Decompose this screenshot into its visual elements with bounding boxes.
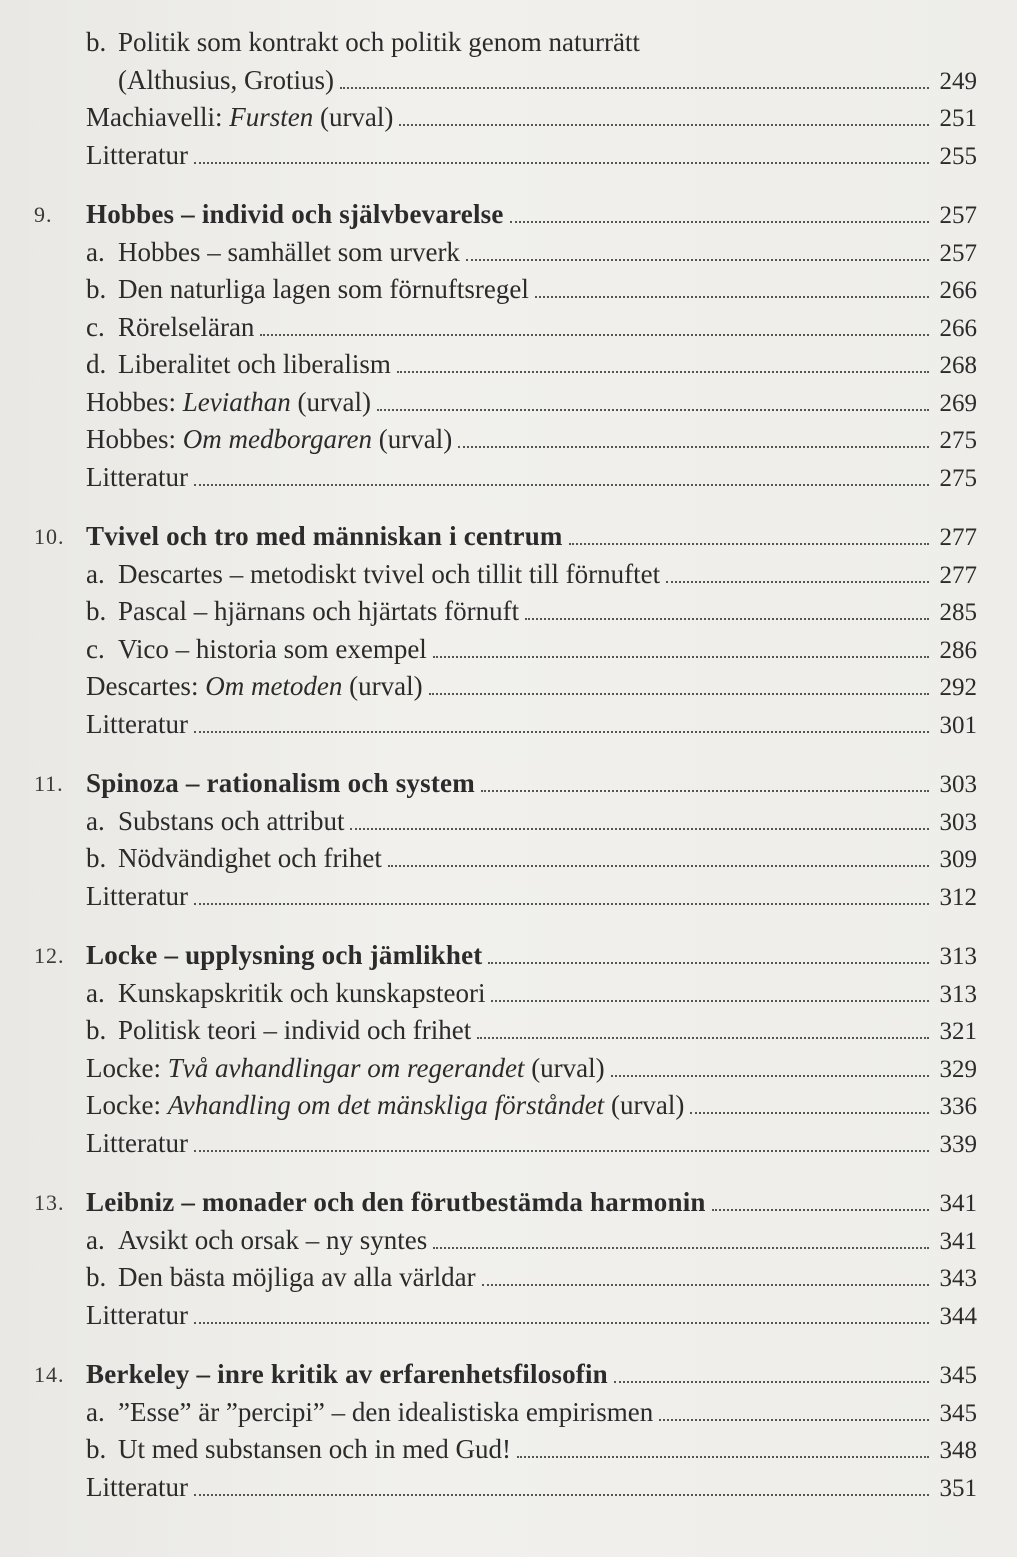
page-number: 309 xyxy=(939,846,977,873)
entry-text: Litteratur xyxy=(86,1471,188,1502)
toc-entry-row xyxy=(0,1297,1017,1335)
dot-leader xyxy=(194,1493,929,1496)
entry-text: Avsikt och orsak – ny syntes xyxy=(118,1224,428,1255)
toc-chapter-row xyxy=(0,1184,1017,1222)
toc-line xyxy=(86,24,977,62)
dot-leader xyxy=(433,1246,929,1249)
page-number: 286 xyxy=(939,636,977,664)
entry-text: Rörelseläran xyxy=(118,311,255,342)
entry-text: Litteratur xyxy=(86,139,188,170)
toc-line xyxy=(86,1222,977,1261)
toc-entry-row xyxy=(0,1087,1017,1125)
entry-title xyxy=(86,765,475,803)
page-number: 345 xyxy=(939,1399,977,1427)
entry-title xyxy=(86,271,529,309)
page-number: 341 xyxy=(939,1190,977,1217)
section-letter: d. xyxy=(86,349,107,379)
entry-title xyxy=(86,803,344,841)
dot-leader xyxy=(194,161,929,164)
entry-text: Litteratur xyxy=(86,1127,188,1158)
toc-line xyxy=(86,878,977,917)
page-number: 351 xyxy=(939,1474,977,1502)
page-number: 277 xyxy=(939,524,977,551)
entry-text: Substans och attribut xyxy=(118,805,345,836)
entry-text: Descartes: xyxy=(86,671,206,701)
entry-text: Politik som kontrakt och politik genom naturrätt xyxy=(118,27,640,57)
dot-leader xyxy=(510,220,929,223)
toc-section-row xyxy=(0,309,1017,347)
toc-section-row xyxy=(0,24,1017,62)
entry-title xyxy=(86,937,482,975)
dot-leader xyxy=(350,827,929,830)
entry-text: Ut med substansen och in med Gud! xyxy=(118,1434,511,1464)
entry-work-title: Fursten xyxy=(229,102,314,132)
page-number: 303 xyxy=(939,808,977,836)
chapter-number: 14. xyxy=(34,1362,65,1387)
page-number: 292 xyxy=(939,674,977,701)
toc-entry-row xyxy=(0,878,1017,916)
dot-leader xyxy=(712,1208,929,1211)
page-number: 303 xyxy=(939,771,977,798)
toc-entry-row xyxy=(0,421,1017,459)
page-number: 345 xyxy=(939,1362,977,1389)
toc-section-row xyxy=(0,803,1017,841)
entry-title xyxy=(86,518,563,556)
toc-line xyxy=(86,1125,977,1164)
toc-line xyxy=(86,1356,977,1395)
section-letter: b. xyxy=(86,843,107,873)
entry-text: (Althusius, Grotius) xyxy=(118,64,334,95)
dot-leader xyxy=(690,1111,929,1114)
entry-title xyxy=(86,421,452,459)
chapter-number: 13. xyxy=(34,1190,65,1215)
entry-work-title: Om medborgaren xyxy=(182,424,372,454)
toc-section-row xyxy=(0,234,1017,272)
entry-suffix: (urval) xyxy=(524,1052,605,1083)
page-number: 348 xyxy=(939,1437,977,1464)
dot-leader xyxy=(458,445,929,448)
entry-text: Hobbes: xyxy=(86,424,183,454)
entry-title xyxy=(86,1431,511,1469)
entry-suffix: (urval) xyxy=(371,424,453,454)
entry-title xyxy=(86,459,188,497)
toc-line xyxy=(86,556,977,595)
toc-section-row xyxy=(0,631,1017,669)
dot-leader xyxy=(611,1074,929,1077)
entry-title xyxy=(86,1125,188,1163)
entry-suffix: (urval) xyxy=(290,386,371,417)
dot-leader xyxy=(399,123,929,126)
page-number: 275 xyxy=(939,464,977,492)
entry-title xyxy=(86,196,504,234)
dot-leader xyxy=(194,1149,929,1152)
toc-entry-row xyxy=(0,1469,1017,1507)
entry-title xyxy=(86,631,427,669)
page-number: 321 xyxy=(939,1018,977,1045)
dot-leader xyxy=(569,542,929,545)
page-number: 251 xyxy=(939,105,977,132)
entry-title xyxy=(86,593,519,631)
toc-line xyxy=(86,631,977,670)
toc-line xyxy=(86,62,977,101)
toc-line xyxy=(86,384,977,423)
toc-chapter-row xyxy=(0,1356,1017,1394)
toc-chapter-row xyxy=(0,937,1017,975)
toc-chapter-row xyxy=(0,765,1017,803)
toc-entry-row xyxy=(0,1125,1017,1163)
entry-text: Hobbes – individ och självbevarelse xyxy=(86,199,504,229)
toc-line xyxy=(86,975,977,1014)
toc-entry-row xyxy=(0,1050,1017,1088)
dot-leader xyxy=(397,370,929,373)
toc-section-row xyxy=(0,1431,1017,1469)
entry-text: ”Esse” är ”percipi” – den idealistiska empirismen xyxy=(118,1396,654,1427)
page-number: 257 xyxy=(939,239,977,267)
toc-section-row xyxy=(0,271,1017,309)
toc-line xyxy=(86,1469,977,1508)
entry-title xyxy=(86,346,391,384)
section-letter: b. xyxy=(86,274,107,304)
page-number: 341 xyxy=(939,1227,977,1255)
toc-entry-row xyxy=(0,459,1017,497)
entry-title xyxy=(86,1184,706,1222)
entry-title xyxy=(86,1394,653,1432)
dot-leader xyxy=(340,86,929,89)
dot-leader xyxy=(194,730,929,733)
toc-line xyxy=(86,309,977,348)
entry-title xyxy=(86,137,188,175)
toc-line xyxy=(86,459,977,498)
toc-line xyxy=(86,1087,977,1126)
section-letter: b. xyxy=(86,1434,107,1464)
dot-leader xyxy=(194,902,929,905)
dot-leader xyxy=(433,655,929,658)
dot-leader xyxy=(429,692,929,695)
entry-text: Machiavelli: xyxy=(86,102,230,132)
toc-line xyxy=(86,840,977,879)
entry-title xyxy=(86,668,423,706)
entry-text: Pascal – hjärnans och hjärtats förnuft xyxy=(118,596,520,626)
dot-leader xyxy=(194,483,929,486)
chapter-number: 12. xyxy=(34,943,65,968)
section-letter: a. xyxy=(86,236,105,267)
toc-line xyxy=(86,765,977,804)
entry-text: Locke: xyxy=(86,1090,168,1120)
toc-line xyxy=(86,137,977,176)
entry-text: Locke – upplysning och jämlikhet xyxy=(86,940,483,970)
toc-line xyxy=(86,1184,977,1223)
page-number: 339 xyxy=(939,1130,977,1158)
entry-text: Leibniz – monader och den förutbestämda harmonin xyxy=(86,1187,706,1217)
entry-suffix: (urval) xyxy=(604,1090,685,1120)
entry-work-title: Om metoden xyxy=(205,671,343,701)
entry-title xyxy=(86,840,382,878)
page-number: 301 xyxy=(939,711,977,739)
entry-title xyxy=(86,1222,427,1260)
toc-line xyxy=(86,593,977,632)
entry-title xyxy=(86,24,640,62)
page-number: 266 xyxy=(939,277,977,304)
dot-leader xyxy=(194,1321,929,1324)
section-letter: c. xyxy=(86,633,105,664)
entry-text: Descartes – metodiskt tvivel och tillit till förnuftet xyxy=(118,558,661,589)
dot-leader xyxy=(260,333,929,336)
toc-line xyxy=(86,1050,977,1089)
entry-title xyxy=(86,384,371,422)
entry-text: Liberalitet och liberalism xyxy=(118,349,391,379)
entry-text: Hobbes – samhället som urverk xyxy=(118,236,460,267)
dot-leader xyxy=(666,580,929,583)
entry-text: Spinoza – rationalism och system xyxy=(86,768,475,798)
toc-section-row xyxy=(0,1222,1017,1260)
toc-entry-row xyxy=(0,384,1017,422)
entry-text: Litteratur xyxy=(86,708,188,739)
section-letter: a. xyxy=(86,1224,105,1255)
section-letter: b. xyxy=(86,27,107,57)
entry-text: Locke: xyxy=(86,1052,168,1083)
section-letter: b. xyxy=(86,1015,107,1045)
toc-section-row xyxy=(0,556,1017,594)
entry-title xyxy=(86,99,393,137)
toc-chapter-row xyxy=(0,518,1017,556)
dot-leader xyxy=(481,789,929,792)
page-number: 255 xyxy=(939,142,977,170)
entry-suffix: (urval) xyxy=(313,102,394,132)
entry-title xyxy=(86,1469,188,1507)
dot-leader xyxy=(477,1036,929,1039)
entry-text: Nödvändighet och frihet xyxy=(118,843,382,873)
entry-text: Politisk teori – individ och frihet xyxy=(118,1015,472,1045)
dot-leader xyxy=(466,258,929,261)
toc-line xyxy=(86,1394,977,1433)
entry-text: Tvivel och tro med människan i centrum xyxy=(86,521,563,551)
toc-section-row xyxy=(0,593,1017,631)
toc-section-row xyxy=(0,1012,1017,1050)
page-number: 266 xyxy=(939,314,977,342)
chapter-number: 11. xyxy=(34,771,64,796)
entry-text: Litteratur xyxy=(86,461,188,492)
entry-text: Den naturliga lagen som förnuftsregel xyxy=(118,274,529,304)
toc-line xyxy=(86,421,977,460)
page-number: 344 xyxy=(939,1302,977,1330)
dot-leader xyxy=(517,1455,929,1458)
toc-line xyxy=(86,518,977,557)
toc-line xyxy=(86,1259,977,1298)
page-number: 336 xyxy=(939,1093,977,1120)
page-number: 268 xyxy=(939,352,977,379)
toc-line xyxy=(86,271,977,310)
toc-line xyxy=(86,1431,977,1470)
page-number: 285 xyxy=(939,599,977,626)
toc-chapter-row xyxy=(0,196,1017,234)
entry-title xyxy=(86,1356,608,1394)
section-letter: a. xyxy=(86,805,105,836)
section-letter: a. xyxy=(86,558,105,589)
dot-leader xyxy=(377,408,929,411)
toc-line xyxy=(86,346,977,385)
dot-leader xyxy=(535,295,929,298)
page-number: 269 xyxy=(939,389,977,417)
entry-work-title: Leviathan xyxy=(182,386,291,417)
toc-section-row xyxy=(0,1259,1017,1297)
page-number: 313 xyxy=(939,943,977,970)
chapter-number: 10. xyxy=(34,524,65,549)
toc-line xyxy=(86,1012,977,1051)
dot-leader xyxy=(614,1380,929,1383)
toc-section-row xyxy=(0,975,1017,1013)
section-letter: b. xyxy=(86,596,107,626)
entry-text: Den bästa möjliga av alla världar xyxy=(118,1262,476,1292)
toc-line xyxy=(86,196,977,235)
section-letter: a. xyxy=(86,1396,105,1427)
dot-leader xyxy=(488,961,929,964)
entry-title xyxy=(86,309,254,347)
toc-line xyxy=(86,668,977,707)
page-number: 313 xyxy=(939,980,977,1008)
section-letter: b. xyxy=(86,1262,107,1292)
page-number: 343 xyxy=(939,1265,977,1292)
page-number: 329 xyxy=(939,1055,977,1083)
table-of-contents xyxy=(0,24,1017,1506)
entry-work-title: Avhandling om det mänskliga förståndet xyxy=(167,1090,605,1120)
toc-section-row xyxy=(0,1394,1017,1432)
entry-title xyxy=(86,1050,605,1088)
dot-leader xyxy=(482,1283,929,1286)
toc-entry-row xyxy=(0,62,1017,100)
entry-title xyxy=(86,1012,471,1050)
section-letter: a. xyxy=(86,977,105,1008)
page-number: 277 xyxy=(939,561,977,589)
entry-text: Litteratur xyxy=(86,1299,188,1330)
entry-title xyxy=(86,556,660,594)
entry-text: Berkeley – inre kritik av erfarenhetsfilosofin xyxy=(86,1359,608,1389)
toc-section-row xyxy=(0,840,1017,878)
toc-entry-row xyxy=(0,706,1017,744)
entry-title xyxy=(86,62,334,100)
page-number: 249 xyxy=(939,67,977,95)
toc-entry-row xyxy=(0,668,1017,706)
dot-leader xyxy=(388,864,929,867)
entry-title xyxy=(86,975,485,1013)
entry-text: Kunskapskritik och kunskapsteori xyxy=(118,977,486,1008)
page-number: 275 xyxy=(939,427,977,454)
entry-text: Vico – historia som exempel xyxy=(118,633,427,664)
entry-title xyxy=(86,1297,188,1335)
entry-title xyxy=(86,234,460,272)
toc-line xyxy=(86,803,977,842)
entry-work-title: Två avhandlingar om regerandet xyxy=(167,1052,525,1083)
section-letter: c. xyxy=(86,311,105,342)
entry-text: Hobbes: xyxy=(86,386,183,417)
dot-leader xyxy=(525,617,929,620)
entry-title xyxy=(86,706,188,744)
toc-line xyxy=(86,1297,977,1336)
entry-title xyxy=(86,1259,476,1297)
page-number: 312 xyxy=(939,883,977,911)
toc-line xyxy=(86,937,977,976)
entry-title xyxy=(86,1087,684,1125)
entry-text: Litteratur xyxy=(86,880,188,911)
entry-title xyxy=(86,878,188,916)
toc-line xyxy=(86,234,977,273)
entry-suffix: (urval) xyxy=(342,671,423,701)
toc-entry-row xyxy=(0,99,1017,137)
toc-line xyxy=(86,99,977,138)
toc-entry-row xyxy=(0,137,1017,175)
toc-section-row xyxy=(0,346,1017,384)
toc-line xyxy=(86,706,977,745)
chapter-number: 9. xyxy=(34,202,53,227)
page-number: 257 xyxy=(939,202,977,229)
dot-leader xyxy=(491,999,929,1002)
dot-leader xyxy=(659,1418,929,1421)
